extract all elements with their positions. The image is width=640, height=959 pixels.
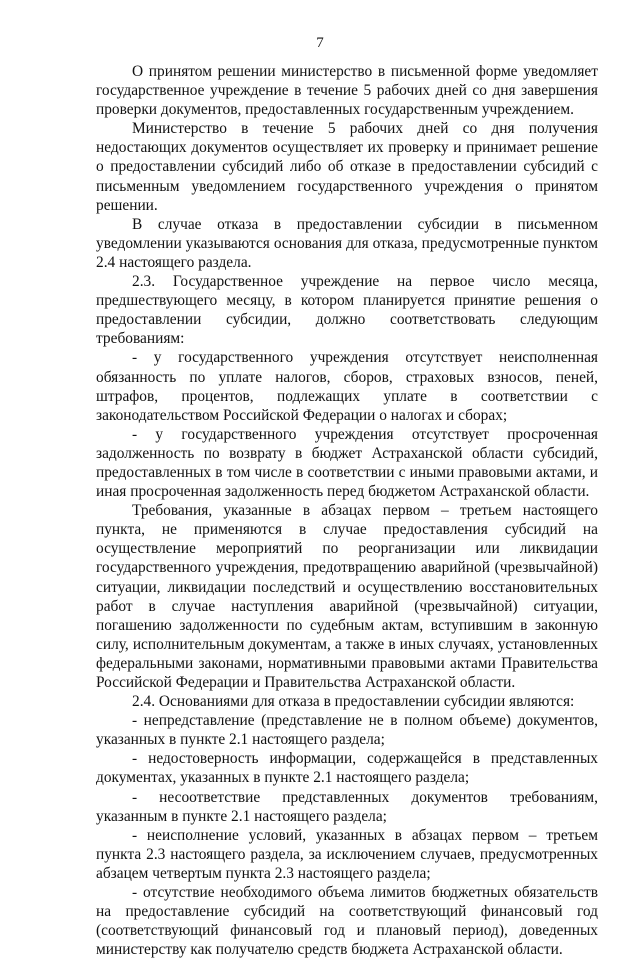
section-2-3-paragraph: 2.3. Государственное учреждение на первое число месяца, предшествующего месяцу, в котором планируется принятие решения о предоставлении субсидии, должно соответствовать следующим требованиям:: [96, 273, 598, 348]
paragraph: Требования, указанные в абзацах первом – третьем настоящего пункта, не применяются в случае предоставления субсидий на осуществление мероприятий по реорганизации или ликвидации государственного учреждения, предотвращению аварийной (чрезвычайной) ситуации, ликвидации последствий и осуществлению восстановительных работ в случае наступления аварийной (чрезвычайной) ситуации, погашению задолженности по судебным актам, вступившим в законную силу, исполнительным документам, а также в иных случаях, установленных федеральными законами, нормативными правовыми актами Правительства Российской Федерации и Правительства Астраханской области.: [96, 502, 598, 691]
list-item: - отсутствие необходимого объема лимитов бюджетных обязательств на предоставление субсидий на соответствующий финансовый год (соответствующий финансовый год и плановый период), доведенных министерству как получателю средств бюджета Астраханской области.: [96, 884, 598, 959]
list-item: - недостоверность информации, содержащейся в представленных документах, указанных в пункте 2.1 настоящего раздела;: [96, 750, 598, 787]
section-2-4-paragraph: 2.4. Основаниями для отказа в предоставлении субсидии являются:: [132, 693, 575, 711]
paragraph: В случае отказа в предоставлении субсидии в письменном уведомлении указываются основания для отказа, предусмотренные пунктом 2.4 настоящего раздела.: [96, 215, 598, 271]
list-item: - неисполнение условий, указанных в абзацах первом – третьем пункта 2.3 настоящего раздела, за исключением случаев, предусмотренных абзацем четвертым пункта 2.3 настоящего раздела;: [96, 826, 598, 882]
page-number: 7: [316, 35, 324, 51]
list-item: - непредставление (представление не в полном объеме) документов, указанных в пункте 2.1 настоящего раздела;: [96, 712, 598, 749]
paragraph: О принятом решении министерство в письменной форме уведомляет государственное учреждение в течение 5 рабочих дней со дня завершения проверки документов, предоставленных государственным учреждением.: [96, 63, 598, 119]
paragraph: Министерство в течение 5 рабочих дней со дня получения недостающих документов осуществляет их проверку и принимает решение о предоставлении субсидий либо об отказе в предоставлении субсидий с письменным уведомлением государственного учреждения о принятом решении.: [96, 120, 598, 214]
document-body: [96, 62, 598, 959]
list-item: - у государственного учреждения отсутствует неисполненная обязанность по уплате налогов, сборов, страховых взносов, пеней, штрафов, процентов, подлежащих уплате в соответствии с законодательством Российской Федерации о налогах и сборах;: [96, 349, 598, 424]
list-item: - у государственного учреждения отсутствует просроченная задолженность по возврату в бюджет Астраханской области субсидий, предоставленных в том числе в соответствии с иными правовыми актами, и иная просроченная задолженность перед бюджетом Астраханской области.: [96, 425, 598, 501]
list-item: - несоответствие представленных документов требованиям, указанным в пункте 2.1 настоящего раздела;: [96, 788, 598, 825]
